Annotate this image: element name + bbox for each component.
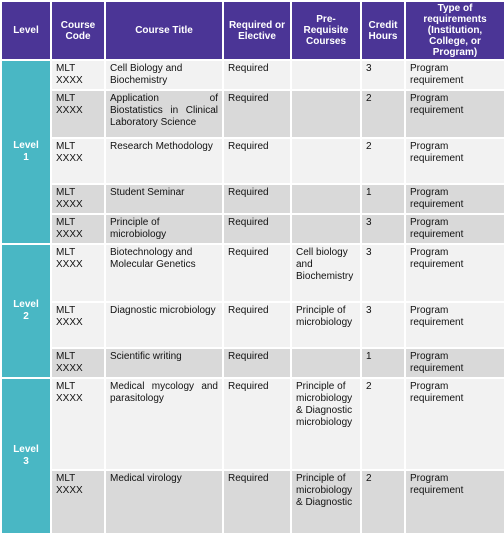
requirement-type: Program requirement [405, 214, 504, 244]
credit-hours: 1 [361, 184, 405, 214]
table-row [1, 470, 504, 534]
required-status: Required [223, 378, 291, 470]
table-row [1, 302, 504, 348]
course-title: Student Seminar [105, 184, 223, 214]
prerequisite: Principle of microbiology & Diagnostic [291, 470, 361, 534]
header-type-label: Type of requirements [423, 3, 487, 25]
credit-hours: 1 [361, 348, 405, 378]
level-number: 3 [23, 456, 29, 467]
level-1-cell [1, 60, 51, 244]
required-status: Required [223, 138, 291, 184]
level-2-cell [1, 244, 51, 378]
course-title: Principle of microbiology [105, 214, 223, 244]
course-code: MLT XXXX [51, 184, 105, 214]
requirement-type: Program requirement [405, 378, 504, 470]
prerequisite [291, 348, 361, 378]
requirement-type: Program requirement [405, 302, 504, 348]
course-code: MLT XXXX [51, 378, 105, 470]
course-code: MLT XXXX [51, 214, 105, 244]
requirement-type: Program requirement [405, 60, 504, 90]
header-prerequisite: Pre-Requisite Courses [291, 1, 361, 60]
header-type-of-requirements [405, 1, 504, 60]
header-level: Level [1, 1, 51, 60]
header-course-title: Course Title [105, 1, 223, 60]
header-credit-hours: Credit Hours [361, 1, 405, 60]
course-title: Medical mycology and parasitology [105, 378, 223, 470]
table-row [1, 214, 504, 244]
requirement-type: Program requirement [405, 244, 504, 302]
prerequisite: Principle of microbiology [291, 302, 361, 348]
level-number: 2 [23, 311, 29, 322]
course-code: MLT XXXX [51, 244, 105, 302]
level-number: 1 [23, 152, 29, 163]
required-status: Required [223, 244, 291, 302]
course-code: MLT XXXX [51, 60, 105, 90]
course-title: Diagnostic microbiology [105, 302, 223, 348]
required-status: Required [223, 302, 291, 348]
prerequisite [291, 138, 361, 184]
credit-hours: 2 [361, 470, 405, 534]
level-label: Level [13, 299, 39, 310]
required-status: Required [223, 90, 291, 138]
credit-hours: 2 [361, 378, 405, 470]
course-code: MLT XXXX [51, 470, 105, 534]
course-code: MLT XXXX [51, 302, 105, 348]
required-status: Required [223, 60, 291, 90]
prerequisite: Cell biology and Biochemistry [291, 244, 361, 302]
table-row [1, 184, 504, 214]
prerequisite [291, 214, 361, 244]
required-status: Required [223, 470, 291, 534]
table-row [1, 378, 504, 470]
course-title: Biotechnology and Molecular Genetics [105, 244, 223, 302]
prerequisite: Principle of microbiology & Diagnostic microbiology [291, 378, 361, 470]
credit-hours: 2 [361, 90, 405, 138]
course-code: MLT XXXX [51, 90, 105, 138]
header-row [1, 1, 504, 60]
prerequisite [291, 184, 361, 214]
level-label: Level [13, 140, 39, 151]
requirement-type: Program requirement [405, 138, 504, 184]
requirement-type: Program requirement [405, 348, 504, 378]
credit-hours: 3 [361, 302, 405, 348]
credit-hours: 2 [361, 138, 405, 184]
course-code: MLT XXXX [51, 348, 105, 378]
header-required-elective: Required or Elective [223, 1, 291, 60]
requirement-type: Program requirement [405, 90, 504, 138]
required-status: Required [223, 348, 291, 378]
course-code: MLT XXXX [51, 138, 105, 184]
header-course-code: Course Code [51, 1, 105, 60]
course-title: Medical virology [105, 470, 223, 534]
credit-hours: 3 [361, 244, 405, 302]
requirement-type: Program requirement [405, 184, 504, 214]
table-row [1, 60, 504, 90]
table-row [1, 244, 504, 302]
required-status: Required [223, 214, 291, 244]
credit-hours: 3 [361, 214, 405, 244]
credit-hours: 3 [361, 60, 405, 90]
course-title: Cell Biology and Biochemistry [105, 60, 223, 90]
prerequisite [291, 60, 361, 90]
table-row [1, 348, 504, 378]
level-label: Level [13, 444, 39, 455]
course-title: Application of Biostatistics in Clinical Laboratory Science [105, 90, 223, 138]
course-title: Research Methodology [105, 138, 223, 184]
level-3-cell [1, 378, 51, 534]
required-status: Required [223, 184, 291, 214]
header-type-sublabel: (Institution, College, or Program) [427, 25, 483, 58]
table-row [1, 90, 504, 138]
requirement-type: Program requirement [405, 470, 504, 534]
prerequisite [291, 90, 361, 138]
course-title: Scientific writing [105, 348, 223, 378]
table-row [1, 138, 504, 184]
